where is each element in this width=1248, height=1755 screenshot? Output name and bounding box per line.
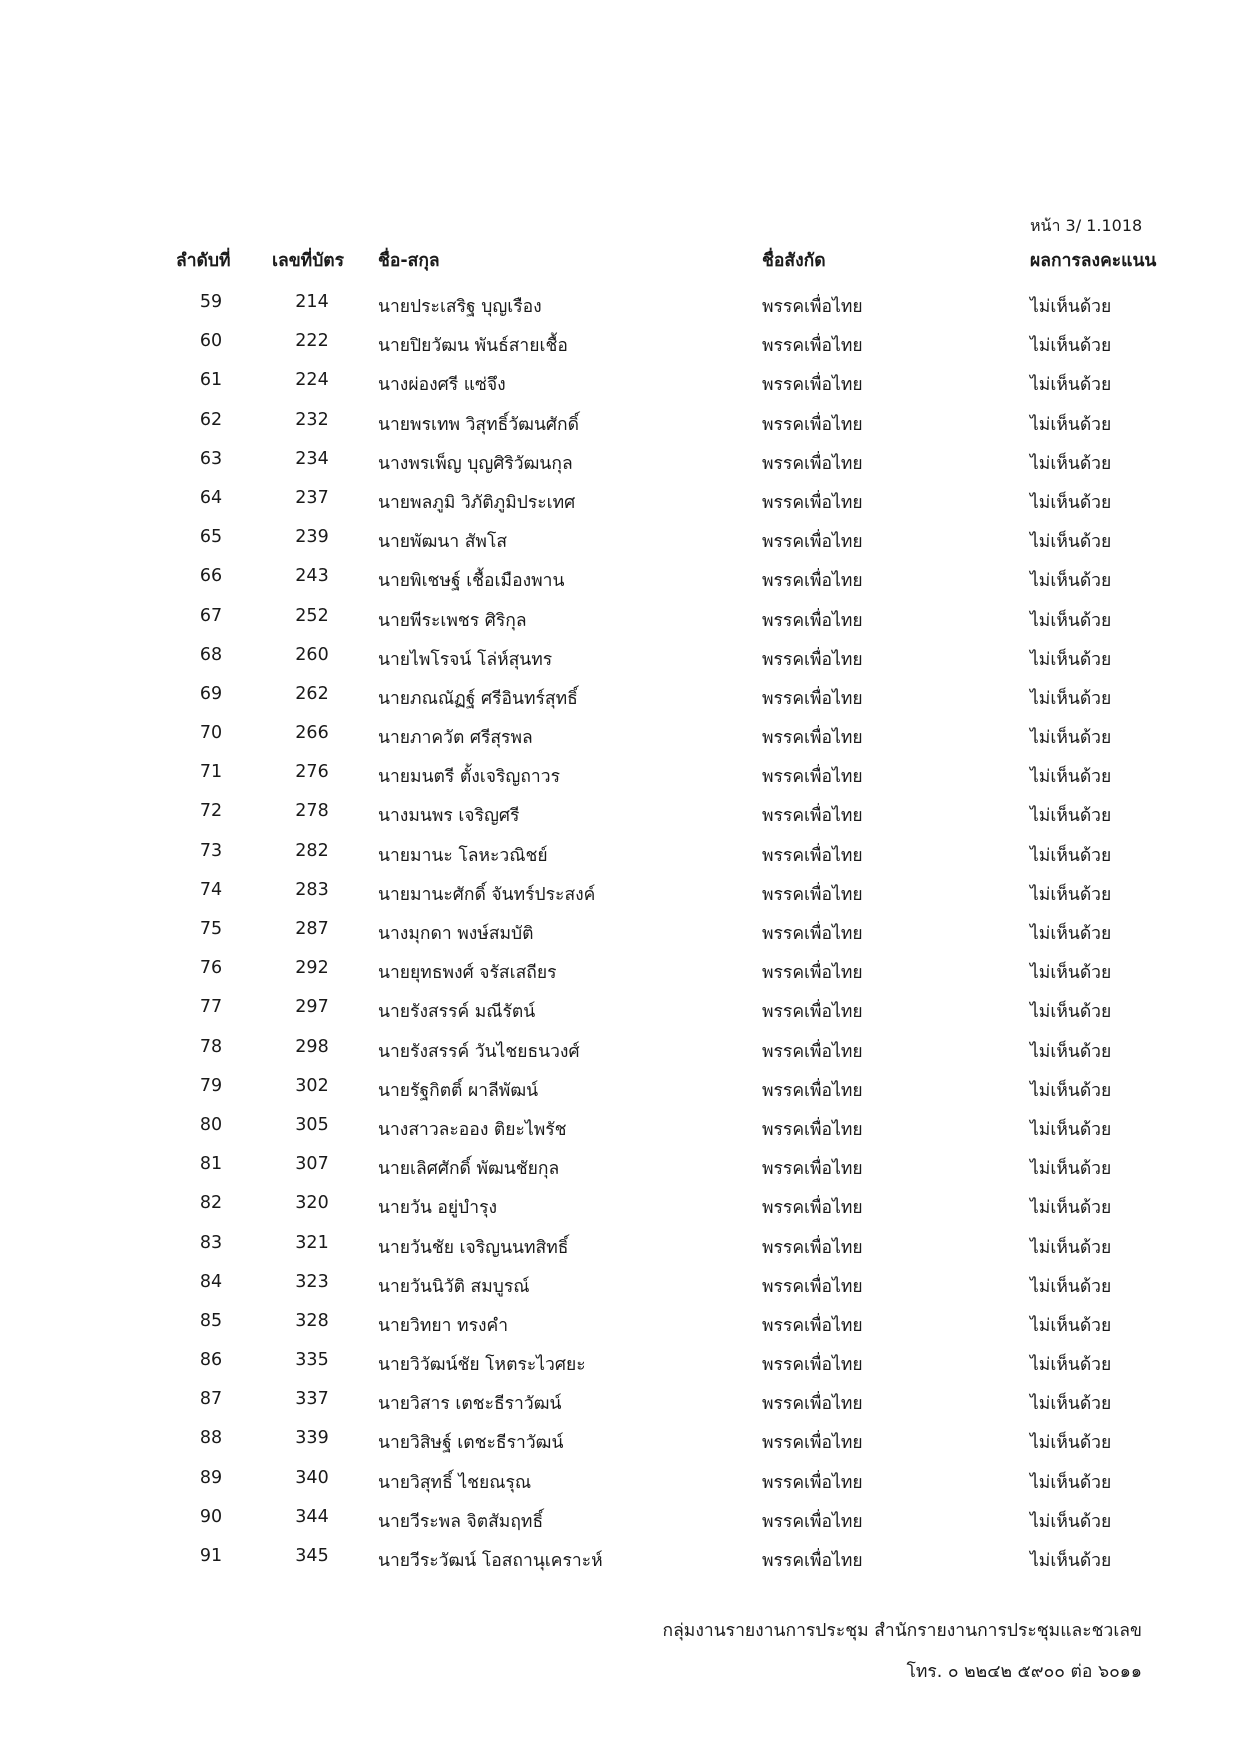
row-vote: ไม่เห็นด้วย — [1030, 1433, 1112, 1454]
row-name: นายรังสรรค์ วันไชยธนวงศ์ — [378, 1041, 580, 1062]
row-card: 243 — [295, 566, 329, 587]
row-no: 61 — [199, 370, 223, 391]
row-no: 85 — [199, 1310, 223, 1331]
row-vote: ไม่เห็นด้วย — [1030, 532, 1112, 553]
row-party: พรรคเพื่อไทย — [762, 1080, 863, 1101]
header-no: ลำดับที่ — [176, 251, 231, 271]
row-party: พรรคเพื่อไทย — [762, 1276, 863, 1297]
row-name: นายเลิศศักดิ์ พัฒนชัยกุล — [378, 1159, 560, 1180]
row-card: 320 — [295, 1193, 329, 1214]
row-party: พรรคเพื่อไทย — [762, 1237, 863, 1258]
row-name: นายวิทยา ทรงคำ — [378, 1315, 509, 1336]
row-no: 66 — [199, 566, 223, 587]
row-no: 84 — [199, 1271, 223, 1292]
row-party: พรรคเพื่อไทย — [762, 1511, 863, 1532]
page-number: หน้า 3/ 1.1018 — [1030, 216, 1143, 235]
row-name: นางมุกดา พงษ์สมบัติ — [378, 924, 534, 944]
table-row — [0, 284, 1248, 323]
header-card: เลขที่บัตร — [272, 251, 345, 271]
row-no: 67 — [199, 605, 223, 626]
row-card: 344 — [295, 1506, 329, 1527]
row-no: 83 — [199, 1232, 223, 1253]
row-name: นายวิสุทธิ์ ไชยณรุณ — [378, 1472, 532, 1493]
row-vote: ไม่เห็นด้วย — [1030, 1159, 1112, 1180]
row-name: นางมนพร เจริญศรี — [378, 806, 520, 827]
row-no: 70 — [199, 723, 223, 744]
table-row — [0, 1068, 1248, 1107]
row-vote: ไม่เห็นด้วย — [1030, 688, 1112, 709]
row-party: พรรคเพื่อไทย — [762, 845, 863, 866]
row-party: พรรคเพื่อไทย — [762, 649, 863, 670]
row-card: 305 — [295, 1114, 329, 1135]
row-name: นายพรเทพ วิสุทธิ์วัฒนศักดิ์ — [378, 414, 579, 435]
row-party: พรรคเพื่อไทย — [762, 924, 863, 944]
table-row — [0, 1264, 1248, 1303]
table-row — [0, 1029, 1248, 1068]
header-name: ชื่อ-สกุล — [378, 251, 440, 271]
row-name: นายวัน อยู่บำรุง — [378, 1198, 498, 1219]
vote-table — [0, 240, 1248, 1577]
table-row — [0, 362, 1248, 401]
row-vote: ไม่เห็นด้วย — [1030, 1551, 1112, 1571]
row-card: 321 — [295, 1232, 329, 1253]
row-vote: ไม่เห็นด้วย — [1030, 414, 1112, 435]
row-name: นายวันนิวัติ สมบูรณ์ — [378, 1276, 530, 1297]
table-row — [0, 637, 1248, 676]
row-card: 266 — [295, 723, 329, 744]
row-party: พรรคเพื่อไทย — [762, 1041, 863, 1062]
row-party: พรรคเพื่อไทย — [762, 1551, 863, 1571]
row-vote: ไม่เห็นด้วย — [1030, 297, 1112, 317]
row-no: 88 — [199, 1428, 223, 1449]
row-no: 75 — [199, 919, 223, 939]
row-no: 74 — [199, 879, 223, 900]
table-row — [0, 872, 1248, 911]
row-card: 283 — [295, 879, 329, 900]
row-party: พรรคเพื่อไทย — [762, 571, 863, 592]
row-name: นายวีระวัฒน์ โอสถานุเคราะห์ — [378, 1551, 603, 1571]
row-card: 252 — [295, 605, 329, 626]
row-vote: ไม่เห็นด้วย — [1030, 806, 1112, 827]
row-no: 86 — [199, 1350, 223, 1371]
table-row — [0, 1146, 1248, 1185]
table-row — [0, 1381, 1248, 1420]
table-body — [0, 284, 1248, 1577]
row-vote: ไม่เห็นด้วย — [1030, 1080, 1112, 1101]
row-party: พรรคเพื่อไทย — [762, 688, 863, 709]
row-no: 80 — [199, 1114, 223, 1135]
row-no: 60 — [199, 331, 223, 352]
table-row — [0, 1303, 1248, 1342]
row-name: นางผ่องศรี แซ่จึง — [378, 375, 506, 396]
row-name: นายมานะ โลหะวณิชย์ — [378, 845, 548, 866]
row-vote: ไม่เห็นด้วย — [1030, 1119, 1112, 1140]
table-row — [0, 833, 1248, 872]
table-row — [0, 1499, 1248, 1538]
row-no: 62 — [199, 409, 223, 430]
row-no: 72 — [199, 801, 223, 822]
row-no: 77 — [199, 997, 223, 1018]
table-row — [0, 676, 1248, 715]
table-row — [0, 1107, 1248, 1146]
table-row — [0, 519, 1248, 558]
row-name: นายภาควัต ศรีสุรพล — [378, 728, 533, 749]
row-vote: ไม่เห็นด้วย — [1030, 1472, 1112, 1493]
row-party: พรรคเพื่อไทย — [762, 1159, 863, 1180]
row-card: 340 — [295, 1467, 329, 1488]
row-card: 237 — [295, 487, 329, 508]
row-card: 328 — [295, 1310, 329, 1331]
row-party: พรรคเพื่อไทย — [762, 453, 863, 474]
row-vote: ไม่เห็นด้วย — [1030, 1198, 1112, 1219]
table-row — [0, 558, 1248, 597]
row-card: 239 — [295, 527, 329, 548]
row-no: 79 — [199, 1075, 223, 1096]
row-party: พรรคเพื่อไทย — [762, 767, 863, 788]
row-party: พรรคเพื่อไทย — [762, 1198, 863, 1219]
row-vote: ไม่เห็นด้วย — [1030, 1315, 1112, 1336]
row-no: 91 — [199, 1546, 223, 1566]
row-name: นายประเสริฐ บุญเรือง — [378, 297, 542, 317]
row-vote: ไม่เห็นด้วย — [1030, 1041, 1112, 1062]
row-no: 59 — [199, 292, 223, 312]
row-card: 297 — [295, 997, 329, 1018]
row-vote: ไม่เห็นด้วย — [1030, 571, 1112, 592]
row-no: 63 — [199, 448, 223, 469]
header-vote: ผลการลงคะแนน — [1030, 251, 1157, 271]
row-name: นายปิยวัฒน พันธ์สายเชื้อ — [378, 336, 568, 357]
row-party: พรรคเพื่อไทย — [762, 1472, 863, 1493]
row-no: 78 — [199, 1036, 223, 1057]
row-party: พรรคเพื่อไทย — [762, 963, 863, 984]
row-card: 323 — [295, 1271, 329, 1292]
row-party: พรรคเพื่อไทย — [762, 1394, 863, 1415]
row-card: 282 — [295, 840, 329, 861]
row-vote: ไม่เห็นด้วย — [1030, 1237, 1112, 1258]
row-vote: ไม่เห็นด้วย — [1030, 375, 1112, 396]
row-party: พรรคเพื่อไทย — [762, 884, 863, 905]
row-party: พรรคเพื่อไทย — [762, 728, 863, 749]
table-row — [0, 989, 1248, 1028]
row-name: นายพัฒนา สัพโส — [378, 532, 508, 553]
row-no: 82 — [199, 1193, 223, 1214]
row-card: 234 — [295, 448, 329, 469]
row-name: นายพิเชษฐ์ เชื้อเมืองพาน — [378, 571, 565, 592]
row-card: 224 — [295, 370, 329, 391]
row-party: พรรคเพื่อไทย — [762, 806, 863, 827]
row-name: นายพีระเพชร ศิริกุล — [378, 610, 527, 631]
row-name: นายวันชัย เจริญนนทสิทธิ์ — [378, 1237, 569, 1258]
row-no: 64 — [199, 487, 223, 508]
table-row — [0, 1460, 1248, 1499]
row-party: พรรคเพื่อไทย — [762, 414, 863, 435]
row-card: 335 — [295, 1350, 329, 1371]
row-no: 89 — [199, 1467, 223, 1488]
row-card: 287 — [295, 919, 329, 939]
row-party: พรรคเพื่อไทย — [762, 610, 863, 631]
table-row — [0, 323, 1248, 362]
row-no: 68 — [199, 644, 223, 665]
row-party: พรรคเพื่อไทย — [762, 1355, 863, 1376]
table-row — [0, 715, 1248, 754]
row-card: 214 — [295, 292, 329, 312]
row-name: นายภณณัฏฐ์ ศรีอินทร์สุทธิ์ — [378, 688, 578, 709]
table-row — [0, 793, 1248, 832]
row-name: นายรัฐกิตติ์ ผาลีพัฒน์ — [378, 1080, 539, 1101]
row-vote: ไม่เห็นด้วย — [1030, 728, 1112, 749]
row-name: นายวิสาร เตชะธีราวัฒน์ — [378, 1394, 562, 1415]
table-row — [0, 911, 1248, 950]
row-card: 337 — [295, 1389, 329, 1410]
row-no: 69 — [199, 683, 223, 704]
row-card: 339 — [295, 1428, 329, 1449]
row-card: 307 — [295, 1154, 329, 1175]
table-row — [0, 950, 1248, 989]
row-vote: ไม่เห็นด้วย — [1030, 767, 1112, 788]
row-vote: ไม่เห็นด้วย — [1030, 492, 1112, 513]
row-name: นายมานะศักดิ์ จันทร์ประสงค์ — [378, 884, 596, 905]
row-name: นายรังสรรค์ มณีรัตน์ — [378, 1002, 536, 1023]
row-card: 260 — [295, 644, 329, 665]
row-name: นางพรเพ็ญ บุญศิริวัฒนกุล — [378, 453, 573, 474]
row-vote: ไม่เห็นด้วย — [1030, 963, 1112, 984]
footer-phone: โทร. ๐ ๒๒๔๒ ๕๙๐๐ ต่อ ๖๐๑๑ — [906, 1662, 1142, 1682]
row-no: 73 — [199, 840, 223, 861]
row-party: พรรคเพื่อไทย — [762, 1002, 863, 1023]
row-party: พรรคเพื่อไทย — [762, 532, 863, 553]
row-party: พรรคเพื่อไทย — [762, 1315, 863, 1336]
row-no: 71 — [199, 762, 223, 783]
row-party: พรรคเพื่อไทย — [762, 336, 863, 357]
row-card: 276 — [295, 762, 329, 783]
row-vote: ไม่เห็นด้วย — [1030, 1276, 1112, 1297]
row-card: 292 — [295, 958, 329, 979]
row-card: 222 — [295, 331, 329, 352]
row-name: นางสาวละออง ติยะไพรัช — [378, 1119, 567, 1140]
row-card: 262 — [295, 683, 329, 704]
table-row — [0, 1225, 1248, 1264]
footer-office: กลุ่มงานรายงานการประชุม สำนักรายงานการประชุมและชวเลข — [662, 1621, 1142, 1641]
row-card: 302 — [295, 1075, 329, 1096]
row-party: พรรคเพื่อไทย — [762, 1119, 863, 1140]
row-name: นายวิวัฒน์ชัย โหตระไวศยะ — [378, 1355, 586, 1376]
table-row — [0, 402, 1248, 441]
row-name: นายยุทธพงศ์ จรัสเสถียร — [378, 963, 557, 984]
table-row — [0, 480, 1248, 519]
row-party: พรรคเพื่อไทย — [762, 375, 863, 396]
row-vote: ไม่เห็นด้วย — [1030, 1394, 1112, 1415]
row-no: 81 — [199, 1154, 223, 1175]
table-row — [0, 1538, 1248, 1577]
row-party: พรรคเพื่อไทย — [762, 297, 863, 317]
row-vote: ไม่เห็นด้วย — [1030, 924, 1112, 944]
row-name: นายวิสิษฐ์ เตชะธีราวัฒน์ — [378, 1433, 564, 1454]
table-row — [0, 1185, 1248, 1224]
row-vote: ไม่เห็นด้วย — [1030, 845, 1112, 866]
row-vote: ไม่เห็นด้วย — [1030, 1355, 1112, 1376]
row-vote: ไม่เห็นด้วย — [1030, 649, 1112, 670]
row-no: 65 — [199, 527, 223, 548]
row-name: นายมนตรี ตั้งเจริญถาวร — [378, 767, 560, 788]
row-vote: ไม่เห็นด้วย — [1030, 1511, 1112, 1532]
table-row — [0, 1420, 1248, 1459]
row-name: นายพลภูมิ วิภัติภูมิประเทศ — [378, 492, 576, 513]
row-card: 345 — [295, 1546, 329, 1566]
row-no: 90 — [199, 1506, 223, 1527]
row-party: พรรคเพื่อไทย — [762, 492, 863, 513]
row-name: นายไพโรจน์ โล่ห์สุนทร — [378, 649, 553, 670]
row-vote: ไม่เห็นด้วย — [1030, 884, 1112, 905]
table-row — [0, 441, 1248, 480]
row-card: 232 — [295, 409, 329, 430]
row-no: 87 — [199, 1389, 223, 1410]
row-card: 298 — [295, 1036, 329, 1057]
row-vote: ไม่เห็นด้วย — [1030, 610, 1112, 631]
row-party: พรรคเพื่อไทย — [762, 1433, 863, 1454]
header-party: ชื่อสังกัด — [762, 251, 826, 271]
row-vote: ไม่เห็นด้วย — [1030, 1002, 1112, 1023]
row-vote: ไม่เห็นด้วย — [1030, 453, 1112, 474]
table-row — [0, 598, 1248, 637]
row-card: 278 — [295, 801, 329, 822]
row-no: 76 — [199, 958, 223, 979]
table-row — [0, 754, 1248, 793]
table-header — [0, 240, 1248, 284]
row-name: นายวีระพล จิตสัมฤทธิ์ — [378, 1511, 544, 1532]
row-vote: ไม่เห็นด้วย — [1030, 336, 1112, 357]
table-row — [0, 1342, 1248, 1381]
